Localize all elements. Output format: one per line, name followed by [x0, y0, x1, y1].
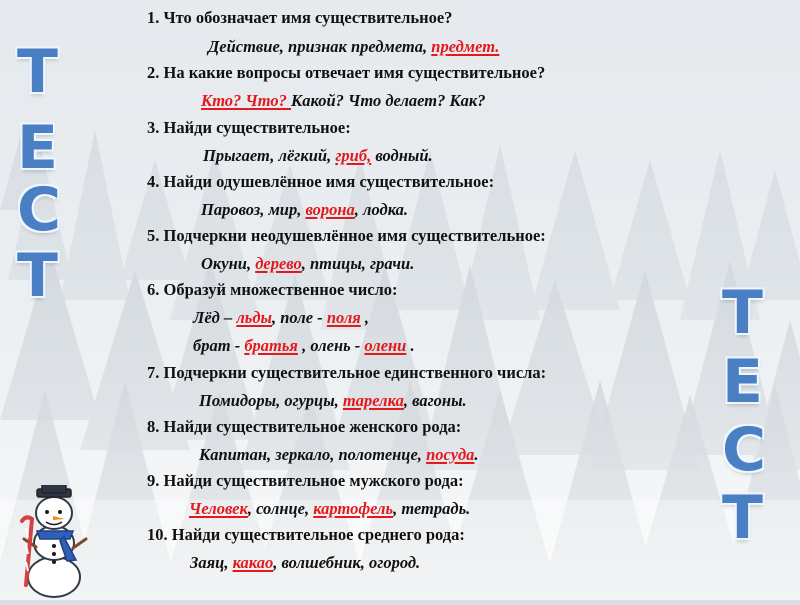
left-letter-4: Т [17, 241, 58, 311]
answer-9 [189, 499, 470, 519]
answer-2-correct: Кто? Что? [201, 91, 292, 110]
answer-5-text-b: , птицы, грачи. [301, 254, 415, 273]
answer-6a-text-c: , [360, 308, 370, 327]
answer-10-text-a: Заяц, [190, 553, 233, 572]
answer-8-text-b: . [474, 445, 479, 464]
question-1: 1. Что обозначает имя существительное? [147, 8, 453, 27]
answer-5-correct: дерево [255, 254, 302, 273]
answer-1-correct: предмет. [431, 37, 500, 56]
answer-3-text-a: Прыгает, лёгкий, [203, 146, 336, 165]
answer-6b-text-a: брат - [193, 336, 245, 355]
question-7: 7. Подчеркни существительное единственного числа: [147, 363, 547, 382]
right-letter-3: С [722, 415, 767, 485]
answer-7-text-b: , вагоны. [403, 391, 467, 410]
answer-7-correct: тарелка [342, 391, 404, 410]
answer-6a-text-b: , поле - [272, 308, 327, 327]
answer-10-correct: какао [232, 553, 274, 572]
question-8: 8. Найди существительное женского рода: [147, 417, 462, 436]
answer-6b-correct-1: братья [244, 336, 298, 355]
right-letter-1: Т [722, 278, 763, 348]
answer-5-text-a: Окуни, [201, 254, 256, 273]
question-2: 2. На какие вопросы отвечает имя существительное? [147, 63, 546, 82]
answer-3-text-b: водный. [371, 146, 433, 165]
answer-7 [199, 391, 467, 411]
answer-6b-correct-2: олени [364, 336, 407, 355]
answer-6b-text-b: , олень - [297, 336, 365, 355]
question-6: 6. Образуй множественное число: [147, 280, 398, 299]
answer-4 [201, 200, 408, 220]
right-letter-4: Т [722, 483, 763, 553]
snowman-illustration [6, 485, 101, 600]
answer-4-correct: ворона [305, 200, 355, 219]
question-3: 3. Найди существительное: [147, 118, 351, 137]
answer-6-line-2 [193, 336, 415, 356]
question-9: 9. Найди существительное мужского рода: [147, 471, 464, 490]
answer-6b-text-c: . [406, 336, 415, 355]
answer-9-correct-2: картофель [313, 499, 394, 518]
left-letter-1: Т [17, 37, 58, 107]
answer-8-text-a: Капитан, зеркало, полотенце, [199, 445, 427, 464]
answer-8-correct: посуда [426, 445, 475, 464]
left-letter-3: С [17, 175, 62, 245]
question-4: 4. Найди одушевлённое имя существительное: [147, 172, 495, 191]
question-5: 5. Подчеркни неодушевлённое имя существительное: [147, 226, 546, 245]
answer-4-text-a: Паровоз, мир, [201, 200, 306, 219]
answer-8 [199, 445, 479, 465]
question-10: 10. Найди существительное среднего рода: [147, 525, 465, 544]
answer-6a-text-a: Лёд – [193, 308, 237, 327]
answer-6-line-1 [193, 308, 369, 328]
answer-10-text-b: , волшебник, огород. [273, 553, 421, 572]
answer-5 [201, 254, 414, 274]
answer-3 [203, 146, 433, 166]
answer-9-text-b: , тетрадь. [393, 499, 471, 518]
answer-6a-correct-1: льды [236, 308, 272, 327]
answer-6a-correct-2: поля [326, 308, 361, 327]
answer-4-text-b: , лодка. [354, 200, 409, 219]
answer-1-text: Действие, признак предмета, [208, 37, 432, 56]
answer-7-text-a: Помидоры, огурцы, [199, 391, 343, 410]
answer-9-correct-1: Человек [189, 499, 248, 518]
answer-10 [190, 553, 420, 573]
answer-2-text: Какой? Что делает? Как? [291, 91, 486, 110]
right-letter-2: Е [722, 347, 763, 417]
answer-9-text-a: , солнце, [247, 499, 314, 518]
left-letter-2: Е [17, 113, 58, 183]
answer-3-correct: гриб, [335, 146, 372, 165]
answer-2 [201, 91, 486, 111]
answer-1 [208, 37, 499, 57]
